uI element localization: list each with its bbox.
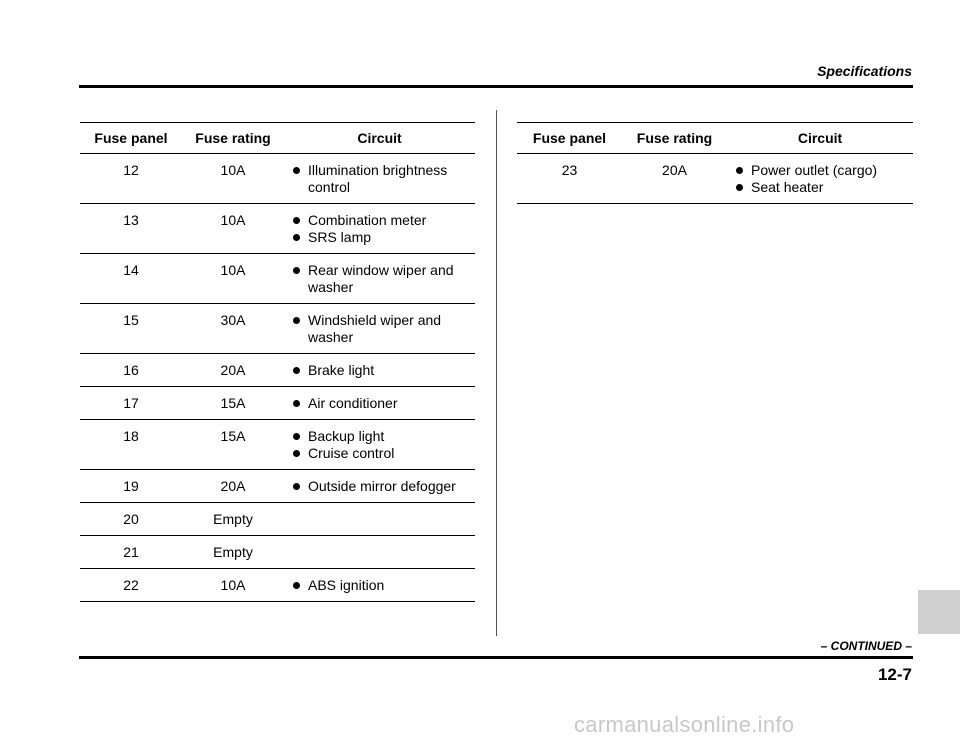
circuit-cell (284, 420, 475, 470)
circuit-item: Power outlet (cargo) (735, 162, 913, 179)
fuse-panel-cell: 22 (80, 569, 182, 602)
table-row (80, 387, 475, 420)
circuit-item: Illumination brightness control (292, 162, 475, 196)
circuit-list (292, 428, 475, 462)
circuit-list (292, 312, 475, 346)
column-header-fuse-panel: Fuse panel (80, 123, 182, 154)
fuse-rating-cell: 10A (182, 154, 284, 204)
watermark: carmanualsonline.info (574, 712, 795, 737)
fuse-rating-cell: 30A (182, 304, 284, 354)
fuse-table-right (517, 122, 913, 204)
fuse-panel-cell: 17 (80, 387, 182, 420)
fuse-rating-cell: 20A (182, 470, 284, 503)
fuse-panel-cell: 18 (80, 420, 182, 470)
fuse-panel-cell: 15 (80, 304, 182, 354)
fuse-panel-cell: 23 (517, 154, 622, 204)
fuse-panel-cell: 14 (80, 254, 182, 304)
fuse-rating-cell: Empty (182, 536, 284, 569)
circuit-item: ABS ignition (292, 577, 475, 594)
circuit-cell (284, 354, 475, 387)
circuit-cell (284, 254, 475, 304)
fuse-rating-cell: 15A (182, 420, 284, 470)
circuit-cell (284, 304, 475, 354)
fuse-table-right-body (517, 154, 913, 204)
circuit-cell (284, 387, 475, 420)
header-rule (79, 85, 913, 88)
table-row (80, 304, 475, 354)
circuit-item: Air conditioner (292, 395, 475, 412)
circuit-list (292, 212, 475, 246)
circuit-list (292, 577, 475, 594)
circuit-item: SRS lamp (292, 229, 475, 246)
circuit-item: Seat heater (735, 179, 913, 196)
circuit-item: Combination meter (292, 212, 475, 229)
column-header-circuit: Circuit (727, 123, 913, 154)
fuse-panel-cell: 13 (80, 204, 182, 254)
circuit-item: Outside mirror defogger (292, 478, 475, 495)
fuse-panel-cell: 21 (80, 536, 182, 569)
column-divider (496, 110, 497, 636)
fuse-rating-cell: 20A (622, 154, 727, 204)
circuit-cell (284, 503, 475, 536)
circuit-list (292, 362, 475, 379)
fuse-rating-cell: Empty (182, 503, 284, 536)
table-row (80, 204, 475, 254)
circuit-item: Windshield wiper and washer (292, 312, 475, 346)
continued-note: – CONTINUED – (820, 639, 912, 653)
circuit-cell (284, 569, 475, 602)
circuit-list (292, 162, 475, 196)
footer-rule (79, 656, 913, 659)
fuse-panel-cell: 16 (80, 354, 182, 387)
table-row (80, 354, 475, 387)
table-row (80, 420, 475, 470)
table-row (80, 503, 475, 536)
circuit-list (292, 478, 475, 495)
page-number: 12-7 (877, 665, 912, 684)
fuse-panel-cell: 12 (80, 154, 182, 204)
fuse-rating-cell: 20A (182, 354, 284, 387)
circuit-cell (284, 470, 475, 503)
fuse-panel-cell: 20 (80, 503, 182, 536)
circuit-cell (284, 204, 475, 254)
fuse-rating-cell: 15A (182, 387, 284, 420)
table-header-row (517, 123, 913, 154)
column-header-circuit: Circuit (284, 123, 475, 154)
table-header-row (80, 123, 475, 154)
section-title: Specifications (817, 63, 912, 79)
circuit-cell (284, 154, 475, 204)
column-header-fuse-rating: Fuse rating (622, 123, 727, 154)
fuse-rating-cell: 10A (182, 569, 284, 602)
circuit-item: Rear window wiper and washer (292, 262, 475, 296)
circuit-item: Backup light (292, 428, 475, 445)
fuse-panel-cell: 19 (80, 470, 182, 503)
column-header-fuse-panel: Fuse panel (517, 123, 622, 154)
table-row (80, 254, 475, 304)
circuit-list (292, 395, 475, 412)
table-row (517, 154, 913, 204)
fuse-table-left-body (80, 154, 475, 602)
chapter-tab (918, 590, 960, 634)
column-header-fuse-rating: Fuse rating (182, 123, 284, 154)
fuse-table-left (80, 122, 475, 602)
circuit-item: Cruise control (292, 445, 475, 462)
fuse-rating-cell: 10A (182, 254, 284, 304)
circuit-list (735, 162, 913, 196)
circuit-cell (284, 536, 475, 569)
circuit-cell (727, 154, 913, 204)
table-row (80, 154, 475, 204)
table-row (80, 536, 475, 569)
table-row (80, 470, 475, 503)
table-row (80, 569, 475, 602)
circuit-item: Brake light (292, 362, 475, 379)
fuse-rating-cell: 10A (182, 204, 284, 254)
circuit-list (292, 262, 475, 296)
